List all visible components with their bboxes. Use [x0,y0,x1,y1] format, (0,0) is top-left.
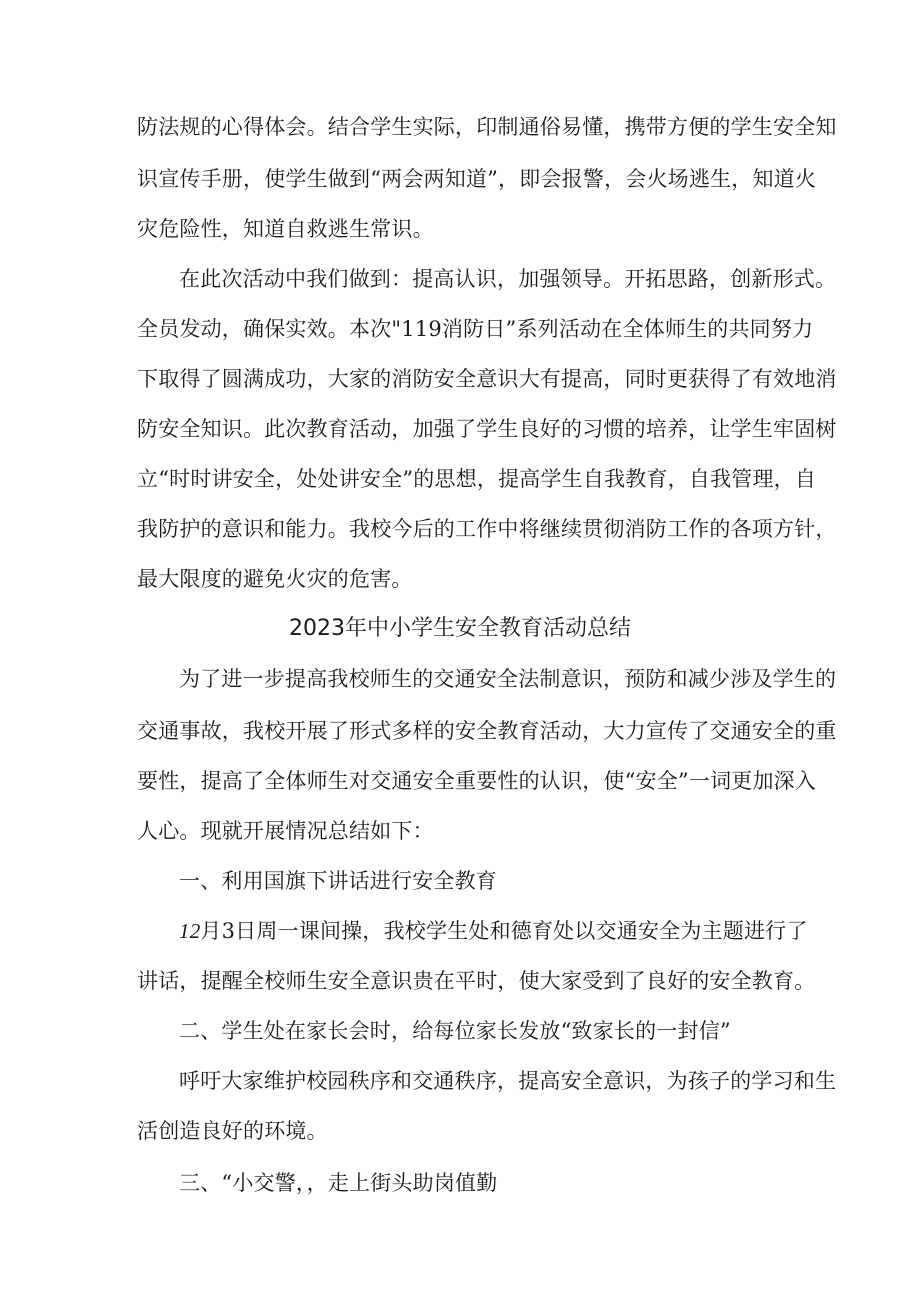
paragraph-text: 月3日周一课间操，我校学生处和德育处以交通安全为主题进行了 [200,919,808,943]
section-heading-2: 二、学生处在家长会时，给每位家长发放“致家长的一封信” [179,1019,731,1043]
paragraph-line: 下取得了圆满成功，大家的消防安全意识大有提高，同时更获得了有效地消 [137,367,837,391]
paragraph-line: 我防护的意识和能力。我校今后的工作中将继续贯彻消防工作的各项方针， [137,517,837,541]
paragraph-line: 防法规的心得体会。结合学生实际，印制通俗易懂，携带方便的学生安全知 [137,115,837,139]
paragraph-line: 立“时时讲安全，处处讲安全”的思想，提高学生自我教育，自我管理，自 [137,467,817,491]
section-heading-1: 一、利用国旗下讲话进行安全教育 [179,869,497,893]
paragraph-line: 人心。现就开展情况总结如下： [137,819,434,843]
paragraph-line: 全员发动，确保实效。本次"119消防日”系列活动在全体师生的共同努力 [137,317,814,341]
date-number: 12 [179,919,201,943]
paragraph-line: 为了进一步提高我校师生的交通安全法制意识，预防和减少涉及学生的 [179,667,837,691]
paragraph-line: 识宣传手册，使学生做到“两会两知道”，即会报警，会火场逃生，知道火 [137,167,817,191]
paragraph-line: 在此次活动中我们做到：提高认识，加强领导。开拓思路，创新形式。 [179,267,837,291]
section-title: 2023年中小学生安全教育活动总结 [289,616,631,641]
paragraph-line: 呼吁大家维护校园秩序和交通秩序，提高安全意识，为孩子的学习和生 [179,1069,837,1093]
paragraph-line: 防安全知识。此次教育活动，加强了学生良好的习惯的培养，让学生牢固树 [137,417,837,441]
paragraph-line: 最大限度的避免火灾的危害。 [137,567,413,591]
paragraph-line: 交通事故，我校开展了形式多样的安全教育活动，大力宣传了交通安全的重 [137,719,837,743]
paragraph-line: 要性，提高了全体师生对交通安全重要性的认识，使“安全”一词更加深入 [137,769,817,793]
paragraph-line: 活创造良好的环境。 [137,1119,328,1143]
paragraph-line [179,916,808,946]
paragraph-line: 讲话，提醒全校师生安全意识贵在平时，使大家受到了良好的安全教育。 [137,969,816,993]
paragraph-line: 灾危险性，知道自救逃生常识。 [137,217,434,241]
section-heading-3: 三、“小交警，，走上街头助岗值勤 [179,1171,498,1195]
